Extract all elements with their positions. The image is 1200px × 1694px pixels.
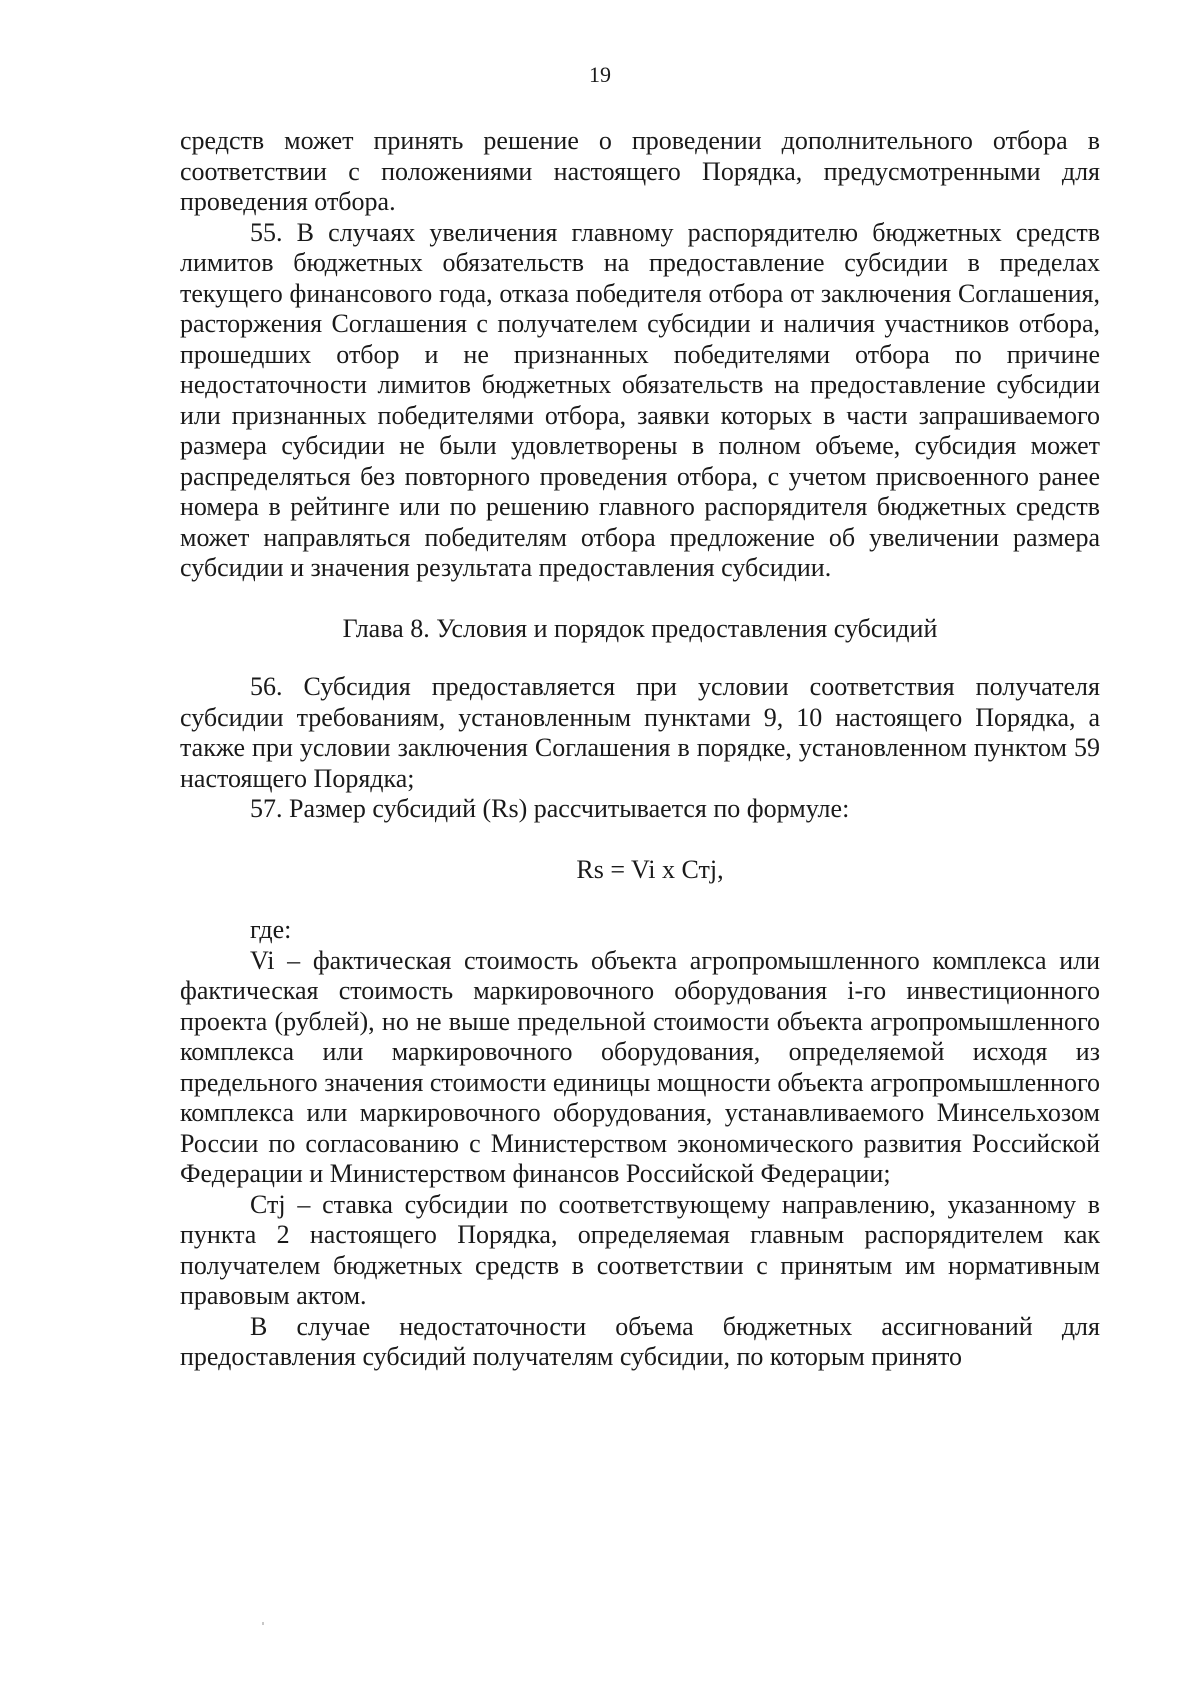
vi-definition: Vi – фактическая стоимость объекта агропромышленного комплекса или фактическая стоимость маркировочного оборудования i-го инвестиционного проекта (рублей), но не выше предельной стоимости объекта агропромышленного комплекса или маркировочного оборудования, определяемой исходя из предельного значения стоимости единицы мощности объекта агропромышленного комплекса или маркировочного оборудования, устанавливаемого Минсельхозом России по согласованию с Министерством экономического развития Российской Федерации и Министерством финансов Российской Федерации; — [180, 945, 1100, 1188]
paragraph-57: 57. Размер субсидий (Rs) рассчитывается по формуле: — [250, 794, 850, 823]
paragraph-56: 56. Субсидия предоставляется при условии соответствия получателя субсидии требованиям, установленным пунктами 9, 10 настоящего Порядка, а также при условии заключения Соглашения в порядке, установленном пунктом 59 настоящего Порядка; — [180, 672, 1100, 793]
chapter-heading: Глава 8. Условия и порядок предоставления субсидий — [342, 613, 938, 643]
document-body — [180, 126, 1100, 1373]
page-number: 19 — [589, 62, 611, 87]
ctj-definition: Стj – ставка субсидии по соответствующему направлению, указанному в пункта 2 настоящего Порядка, определяемая главным распорядителем как получателем бюджетных средств в соответствии с принятым им нормативным правовым актом. — [180, 1189, 1100, 1310]
where-label: где: — [250, 915, 292, 944]
scan-speck — [262, 1622, 264, 1625]
paragraph-continuation: средств может принять решение о проведении дополнительного отбора в соответствии с положениями настоящего Порядка, предусмотренными для проведения отбора. — [180, 126, 1100, 216]
paragraph-55: 55. В случаях увеличения главному распорядителю бюджетных средств лимитов бюджетных обязательств на предоставление субсидии в пределах текущего финансового года, отказа победителя отбора от заключения Соглашения, расторжения Соглашения с получателем субсидии и наличия участников отбора, прошедших отбор и не признанных победителями отбора по причине недостаточности лимитов бюджетных обязательств на предоставление субсидии или признанных победителями отбора, заявки которых в части запрашиваемого размера субсидии не были удовлетворены в полном объеме, субсидия может распределяться без повторного проведения отбора, с учетом присвоенного ранее номера в рейтинге или по решению главного распорядителя бюджетных средств может направляться победителям отбора предложение об увеличении размера субсидии и значения результата предоставления субсидии. — [180, 217, 1100, 582]
subsidy-formula: Rs = Vi x Стj, — [576, 854, 724, 884]
paragraph-insufficient-funds: В случае недостаточности объема бюджетных ассигнований для предоставления субсидий получателям субсидии, по которым принято — [180, 1311, 1100, 1371]
